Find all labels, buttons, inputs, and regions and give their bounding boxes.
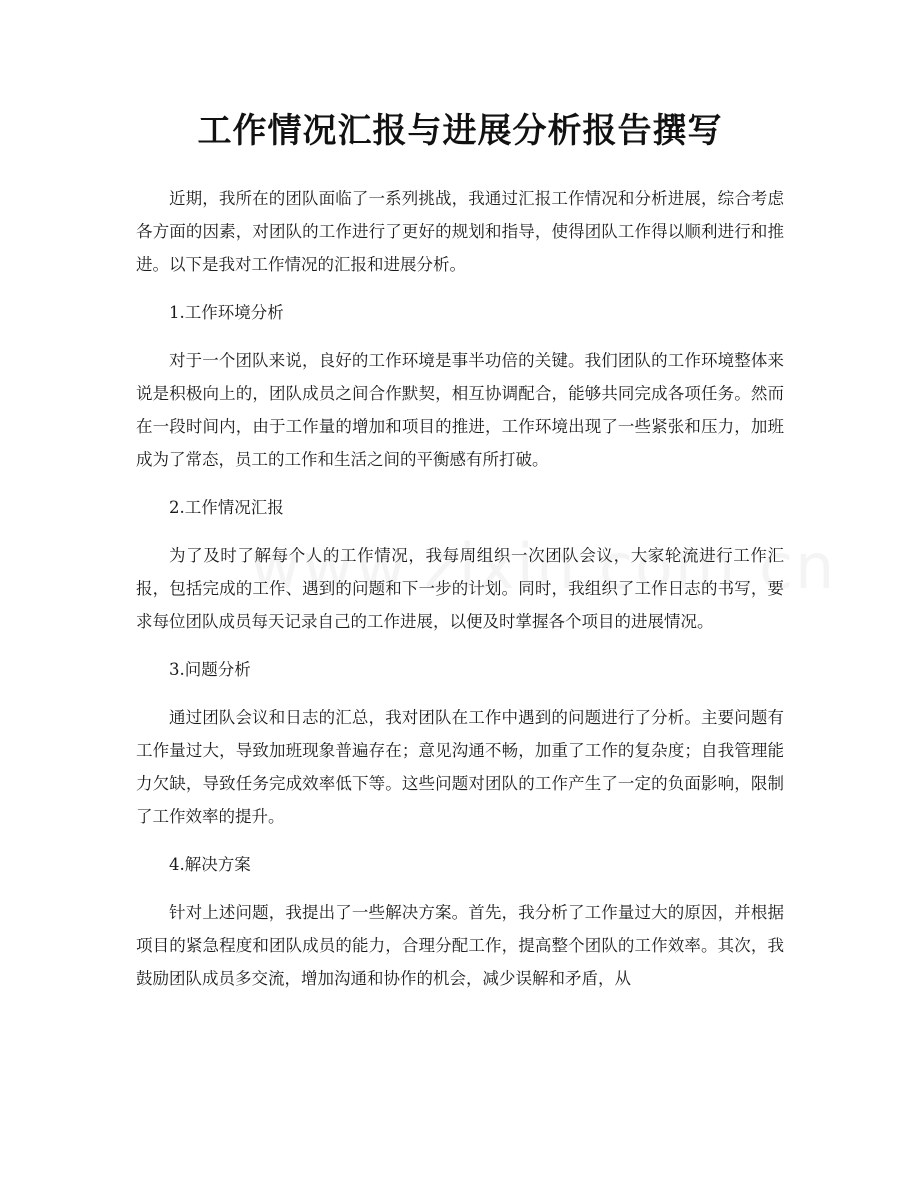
- section-body-work-environment: 对于一个团队来说，良好的工作环境是事半功倍的关键。我们团队的工作环境整体来说是积极向上的，团队成员之间合作默契，相互协调配合，能够共同完成各项任务。然而在一段时间内，由于工作量的增加和项目的推进，工作环境出现了一些紧张和压力，加班成为了常态，员工的工作和生活之间的平衡感有所打破。: [136, 351, 784, 469]
- section-heading-work-environment: 1.工作环境分析: [169, 303, 284, 322]
- section-body-work-report: 为了及时了解每个人的工作情况，我每周组织一次团队会议，大家轮流进行工作汇报，包括完成的工作、遇到的问题和下一步的计划。同时，我组织了工作日志的书写，要求每位团队成员每天记录自己的工作进展，以便及时掌握各个项目的进展情况。: [136, 546, 784, 631]
- section-heading-work-report: 2.工作情况汇报: [169, 498, 284, 517]
- section-heading-solutions: 4.解决方案: [169, 855, 251, 874]
- document-body: [136, 182, 784, 1010]
- section-body-solutions: 针对上述问题，我提出了一些解决方案。首先，我分析了工作量过大的原因，并根据项目的紧急程度和团队成员的能力，合理分配工作，提高整个团队的工作效率。其次，我鼓励团队成员多交流，增加沟通和协作的机会，减少误解和矛盾，从: [136, 903, 784, 988]
- section-heading-problem-analysis: 3.问题分析: [169, 660, 251, 679]
- page-title: 工作情况汇报与进展分析报告撰写: [197, 111, 723, 151]
- section-body-problem-analysis: 通过团队会议和日志的汇总，我对团队在工作中遇到的问题进行了分析。主要问题有工作量过大，导致加班现象普遍存在；意见沟通不畅，加重了工作的复杂度；自我管理能力欠缺，导致任务完成效率低下等。这些问题对团队的工作产生了一定的负面影响，限制了工作效率的提升。: [136, 708, 784, 826]
- intro-paragraph: 近期，我所在的团队面临了一系列挑战，我通过汇报工作情况和分析进展，综合考虑各方面的因素，对团队的工作进行了更好的规划和指导，使得团队工作得以顺利进行和推进。以下是我对工作情况的汇报和进展分析。: [136, 189, 784, 274]
